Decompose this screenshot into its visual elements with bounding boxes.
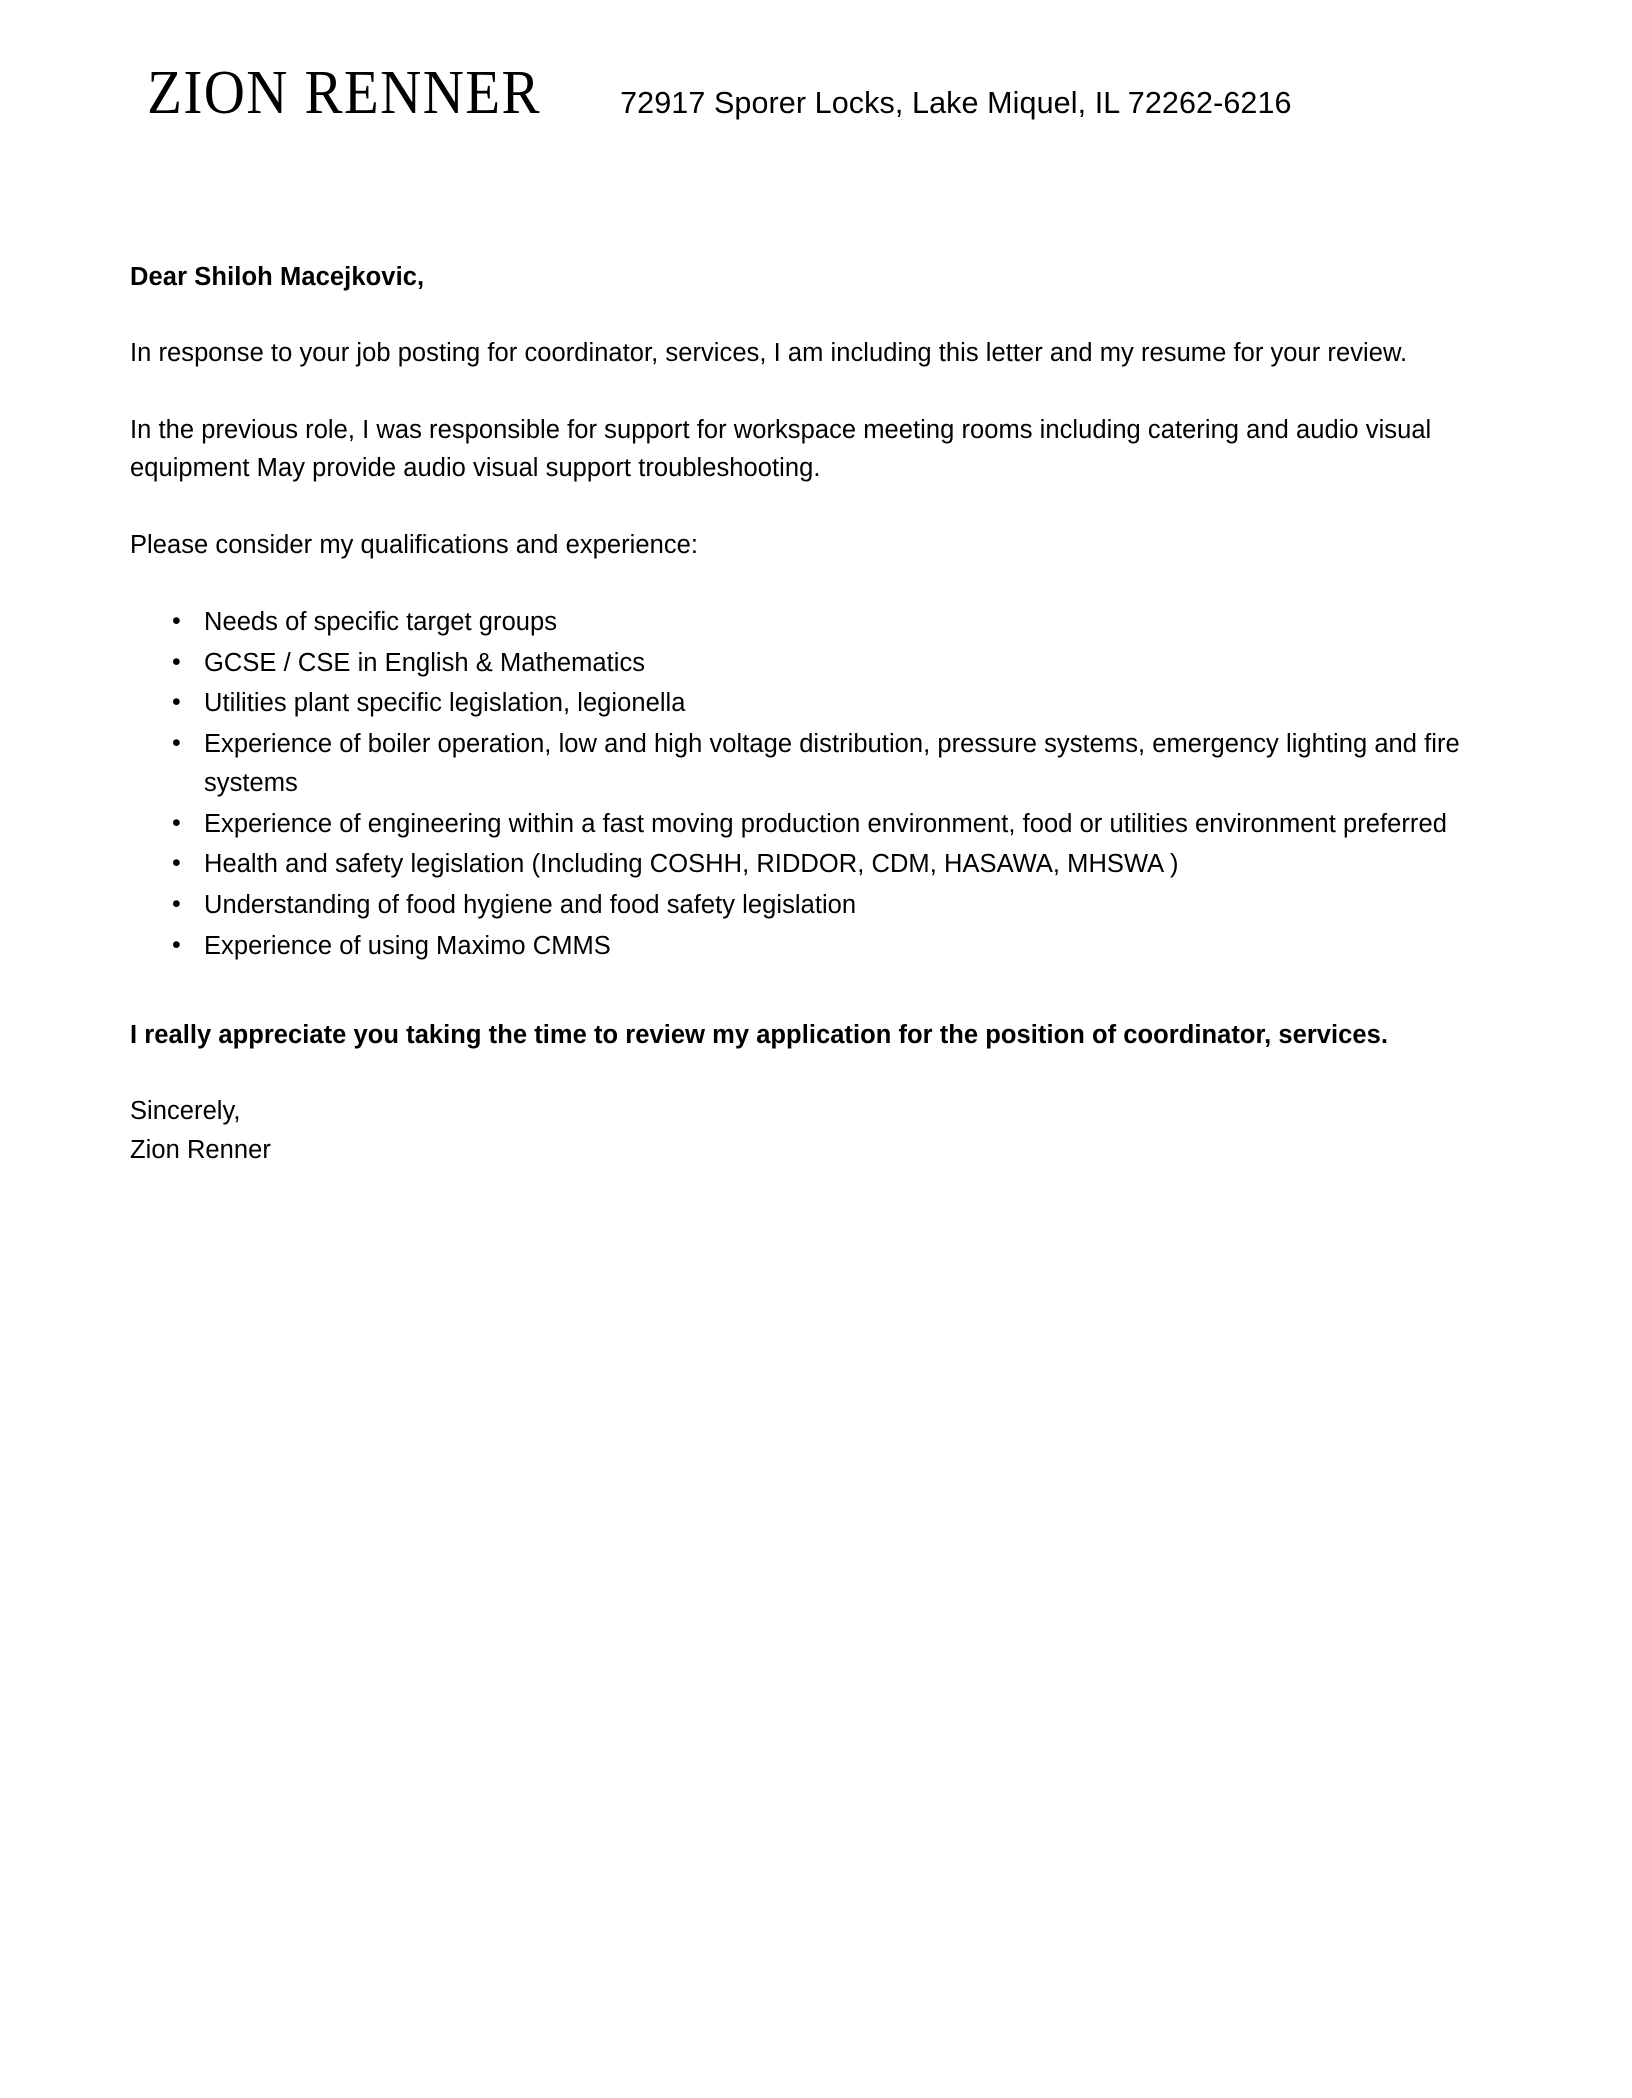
- qualifications-intro: Please consider my qualifications and experience:: [130, 531, 699, 560]
- list-item: • Utilities plant specific legislation, legionella: [172, 684, 1482, 723]
- qualifications-list: [130, 603, 1482, 966]
- list-item: • Experience of engineering within a fast moving production environment, food or utilities environment preferred: [172, 805, 1482, 844]
- signature-block: [130, 1092, 1482, 1170]
- salutation: Dear Shiloh Macejkovic,: [130, 263, 425, 291]
- list-item: • GCSE / CSE in English & Mathematics: [172, 644, 1482, 683]
- body-paragraph-2: In the previous role, I was responsible for support for workspace meeting rooms including catering and audio visual equipment May provide audio visual support troubleshooting.: [130, 415, 1432, 483]
- letter-body: [0, 259, 1632, 1170]
- list-item: • Understanding of food hygiene and food safety legislation: [172, 886, 1482, 925]
- signer-name: Zion Renner: [130, 1136, 271, 1165]
- letterhead: [0, 59, 1632, 127]
- list-item: • Needs of specific target groups: [172, 603, 1482, 642]
- list-item: • Experience of boiler operation, low and high voltage distribution, pressure systems, emergency lighting and fire systems: [172, 725, 1482, 803]
- sender-name: ZION RENNER: [147, 59, 541, 127]
- list-item: • Health and safety legislation (Including COSHH, RIDDOR, CDM, HASAWA, MHSWA ): [172, 845, 1482, 884]
- list-item: • Experience of using Maximo CMMS: [172, 927, 1482, 966]
- body-paragraph-1: In response to your job posting for coordinator, services, I am including this letter and my resume for your review.: [130, 338, 1408, 367]
- closing-statement: I really appreciate you taking the time to review my application for the position of coordinator, services.: [130, 1020, 1388, 1049]
- sender-address: 72917 Sporer Locks, Lake Miquel, IL 72262-6216: [620, 86, 1292, 120]
- sign-off: Sincerely,: [130, 1097, 241, 1126]
